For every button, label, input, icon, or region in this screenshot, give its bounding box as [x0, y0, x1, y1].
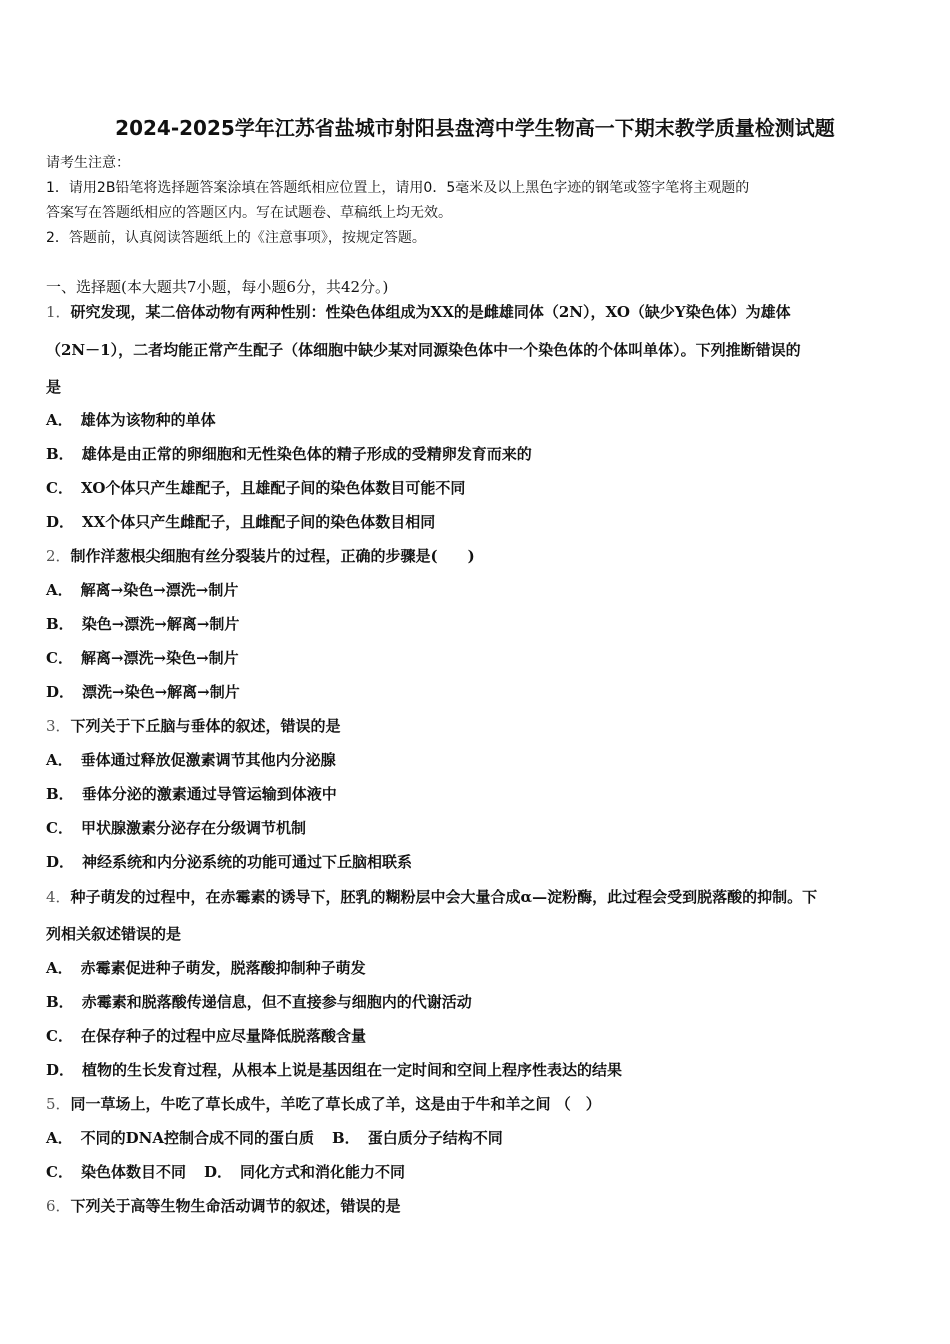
question-5-options-cd — [46, 1161, 405, 1182]
option-text: 不同的DNA控制合成不同的蛋白质 — [80, 1129, 314, 1147]
question-3-line-1 — [46, 715, 341, 736]
notice-item-1-line-2: 答案写在答题纸相应的答题区内。写在试题卷、草稿纸上均无效。 — [46, 205, 452, 221]
question-1-option-b[interactable] — [46, 443, 532, 464]
option-text: 在保存种子的过程中应尽量降低脱落酸含量 — [80, 1027, 366, 1045]
question-3-option-a[interactable] — [46, 749, 336, 770]
option-text: 漂洗→染色→解离→制片 — [82, 683, 240, 701]
question-4-number: 4． — [46, 888, 71, 906]
question-3-option-d[interactable] — [46, 851, 412, 872]
option-letter: A． — [46, 581, 73, 599]
option-letter: D． — [46, 513, 75, 531]
question-6-number: 6． — [46, 1197, 71, 1215]
option-text: 植物的生长发育过程，从根本上说是基因组在一定时间和空间上程序性表达的结果 — [82, 1061, 623, 1079]
question-3-number: 3． — [46, 717, 71, 735]
option-letter: C． — [46, 819, 73, 837]
option-letter: A． — [46, 751, 73, 769]
option-text: 赤霉素和脱落酸传递信息，但不直接参与细胞内的代谢活动 — [81, 993, 472, 1011]
option-letter: C． — [46, 649, 73, 667]
option-letter: A． — [46, 411, 73, 429]
notice-heading: 请考生注意： — [46, 155, 130, 171]
option-letter: B． — [332, 1129, 360, 1147]
question-1-option-c[interactable] — [46, 477, 465, 498]
question-5-line-1 — [46, 1093, 601, 1114]
question-5-options-ab — [46, 1127, 503, 1148]
option-letter: C． — [46, 1163, 73, 1181]
option-text: 垂体分泌的激素通过导管运输到体液中 — [81, 785, 337, 803]
question-2-option-d[interactable] — [46, 681, 240, 702]
option-text: 解离→染色→漂洗→制片 — [80, 581, 239, 599]
question-5-option-d[interactable] — [204, 1163, 405, 1181]
question-4-option-b[interactable] — [46, 991, 472, 1012]
question-4-option-c[interactable] — [46, 1025, 366, 1046]
question-3-option-b[interactable] — [46, 783, 337, 804]
option-text: 甲状腺激素分泌存在分级调节机制 — [80, 819, 306, 837]
section-heading: 一、选择题(本大题共7小题，每小题6分，共42分。) — [46, 278, 389, 296]
option-letter: D． — [46, 683, 75, 701]
question-6-line-1 — [46, 1195, 401, 1216]
page-title: 2024-2025学年江苏省盐城市射阳县盘湾中学生物高一下期末教学质量检测试题 — [115, 116, 835, 140]
question-5-option-b[interactable] — [332, 1129, 503, 1147]
option-letter: B． — [46, 785, 74, 803]
option-text: 赤霉素促进种子萌发，脱落酸抑制种子萌发 — [80, 959, 366, 977]
option-letter: D． — [203, 1163, 232, 1181]
notice-item-2: 2．答题前，认真阅读答题纸上的《注意事项》，按规定答题。 — [46, 230, 426, 246]
option-letter: A． — [46, 959, 73, 977]
question-1-line-1 — [46, 301, 791, 322]
option-letter: B． — [46, 993, 74, 1011]
option-letter: C． — [46, 479, 73, 497]
question-2-line-1 — [46, 545, 475, 566]
question-3-stem: 下列关于下丘脑与垂体的叙述，错误的是 — [70, 717, 341, 735]
option-text: 蛋白质分子结构不同 — [367, 1129, 503, 1147]
question-2-option-b[interactable] — [46, 613, 239, 634]
question-1-line-3: 是 — [46, 378, 62, 396]
question-1-option-d[interactable] — [46, 511, 435, 532]
question-5-option-a[interactable] — [46, 1129, 314, 1147]
option-text: 染色体数目不同 — [80, 1163, 186, 1181]
option-text: 雄体为该物种的单体 — [80, 411, 216, 429]
option-text: 解离→漂洗→染色→制片 — [80, 649, 239, 667]
question-5-option-c[interactable] — [46, 1163, 186, 1181]
question-4-line-2: 列相关叙述错误的是 — [46, 925, 182, 943]
question-5-number: 5． — [46, 1095, 71, 1113]
option-letter: D． — [46, 1061, 75, 1079]
question-1-number: 1． — [46, 303, 71, 321]
option-text: 同化方式和消化能力不同 — [239, 1163, 405, 1181]
option-text: 染色→漂洗→解离→制片 — [81, 615, 240, 633]
option-text: 垂体通过释放促激素调节其他内分泌腺 — [80, 751, 336, 769]
question-2-option-a[interactable] — [46, 579, 238, 600]
option-letter: D． — [46, 853, 75, 871]
option-text: 雄体是由正常的卵细胞和无性染色体的精子形成的受精卵发育而来的 — [81, 445, 532, 463]
question-2-stem: 制作洋葱根尖细胞有丝分裂装片的过程，正确的步骤是( ) — [70, 547, 475, 565]
option-letter: B． — [46, 615, 74, 633]
option-letter: C． — [46, 1027, 73, 1045]
option-text: 神经系统和内分泌系统的功能可通过下丘脑相联系 — [82, 853, 413, 871]
question-6-stem: 下列关于高等生物生命活动调节的叙述，错误的是 — [70, 1197, 401, 1215]
option-letter: A． — [46, 1129, 73, 1147]
question-1-option-a[interactable] — [46, 409, 216, 430]
question-4-option-a[interactable] — [46, 957, 366, 978]
question-3-option-c[interactable] — [46, 817, 306, 838]
question-5-stem: 同一草场上，牛吃了草长成牛，羊吃了草长成了羊，这是由于牛和羊之间 （ ） — [70, 1095, 601, 1113]
question-2-option-c[interactable] — [46, 647, 239, 668]
notice-item-1-line-1: 1．请用2B铅笔将选择题答案涂填在答题纸相应位置上，请用0．5毫米及以上黑色字迹的钢笔或签字笔将主观题的 — [46, 180, 750, 196]
option-letter: B． — [46, 445, 74, 463]
question-4-line-1 — [46, 886, 817, 907]
question-1-stem-1: 研究发现，某二倍体动物有两种性别：性染色体组成为XX的是雌雄同体（2N），XO（缺少Y染色体）为雄体 — [70, 303, 791, 321]
option-text: XO个体只产生雄配子，且雄配子间的染色体数目可能不同 — [80, 479, 466, 497]
question-2-number: 2． — [46, 547, 71, 565]
question-1-line-2: （2N－1），二者均能正常产生配子（体细胞中缺少某对同源染色体中一个染色体的个体叫单体）。下列推断错误的 — [46, 341, 801, 359]
option-text: XX个体只产生雌配子，且雌配子间的染色体数目相同 — [82, 513, 436, 531]
question-4-option-d[interactable] — [46, 1059, 622, 1080]
question-4-stem-1: 种子萌发的过程中，在赤霉素的诱导下，胚乳的糊粉层中会大量合成α—淀粉酶，此过程会受到脱落酸的抑制。下 — [70, 888, 818, 906]
